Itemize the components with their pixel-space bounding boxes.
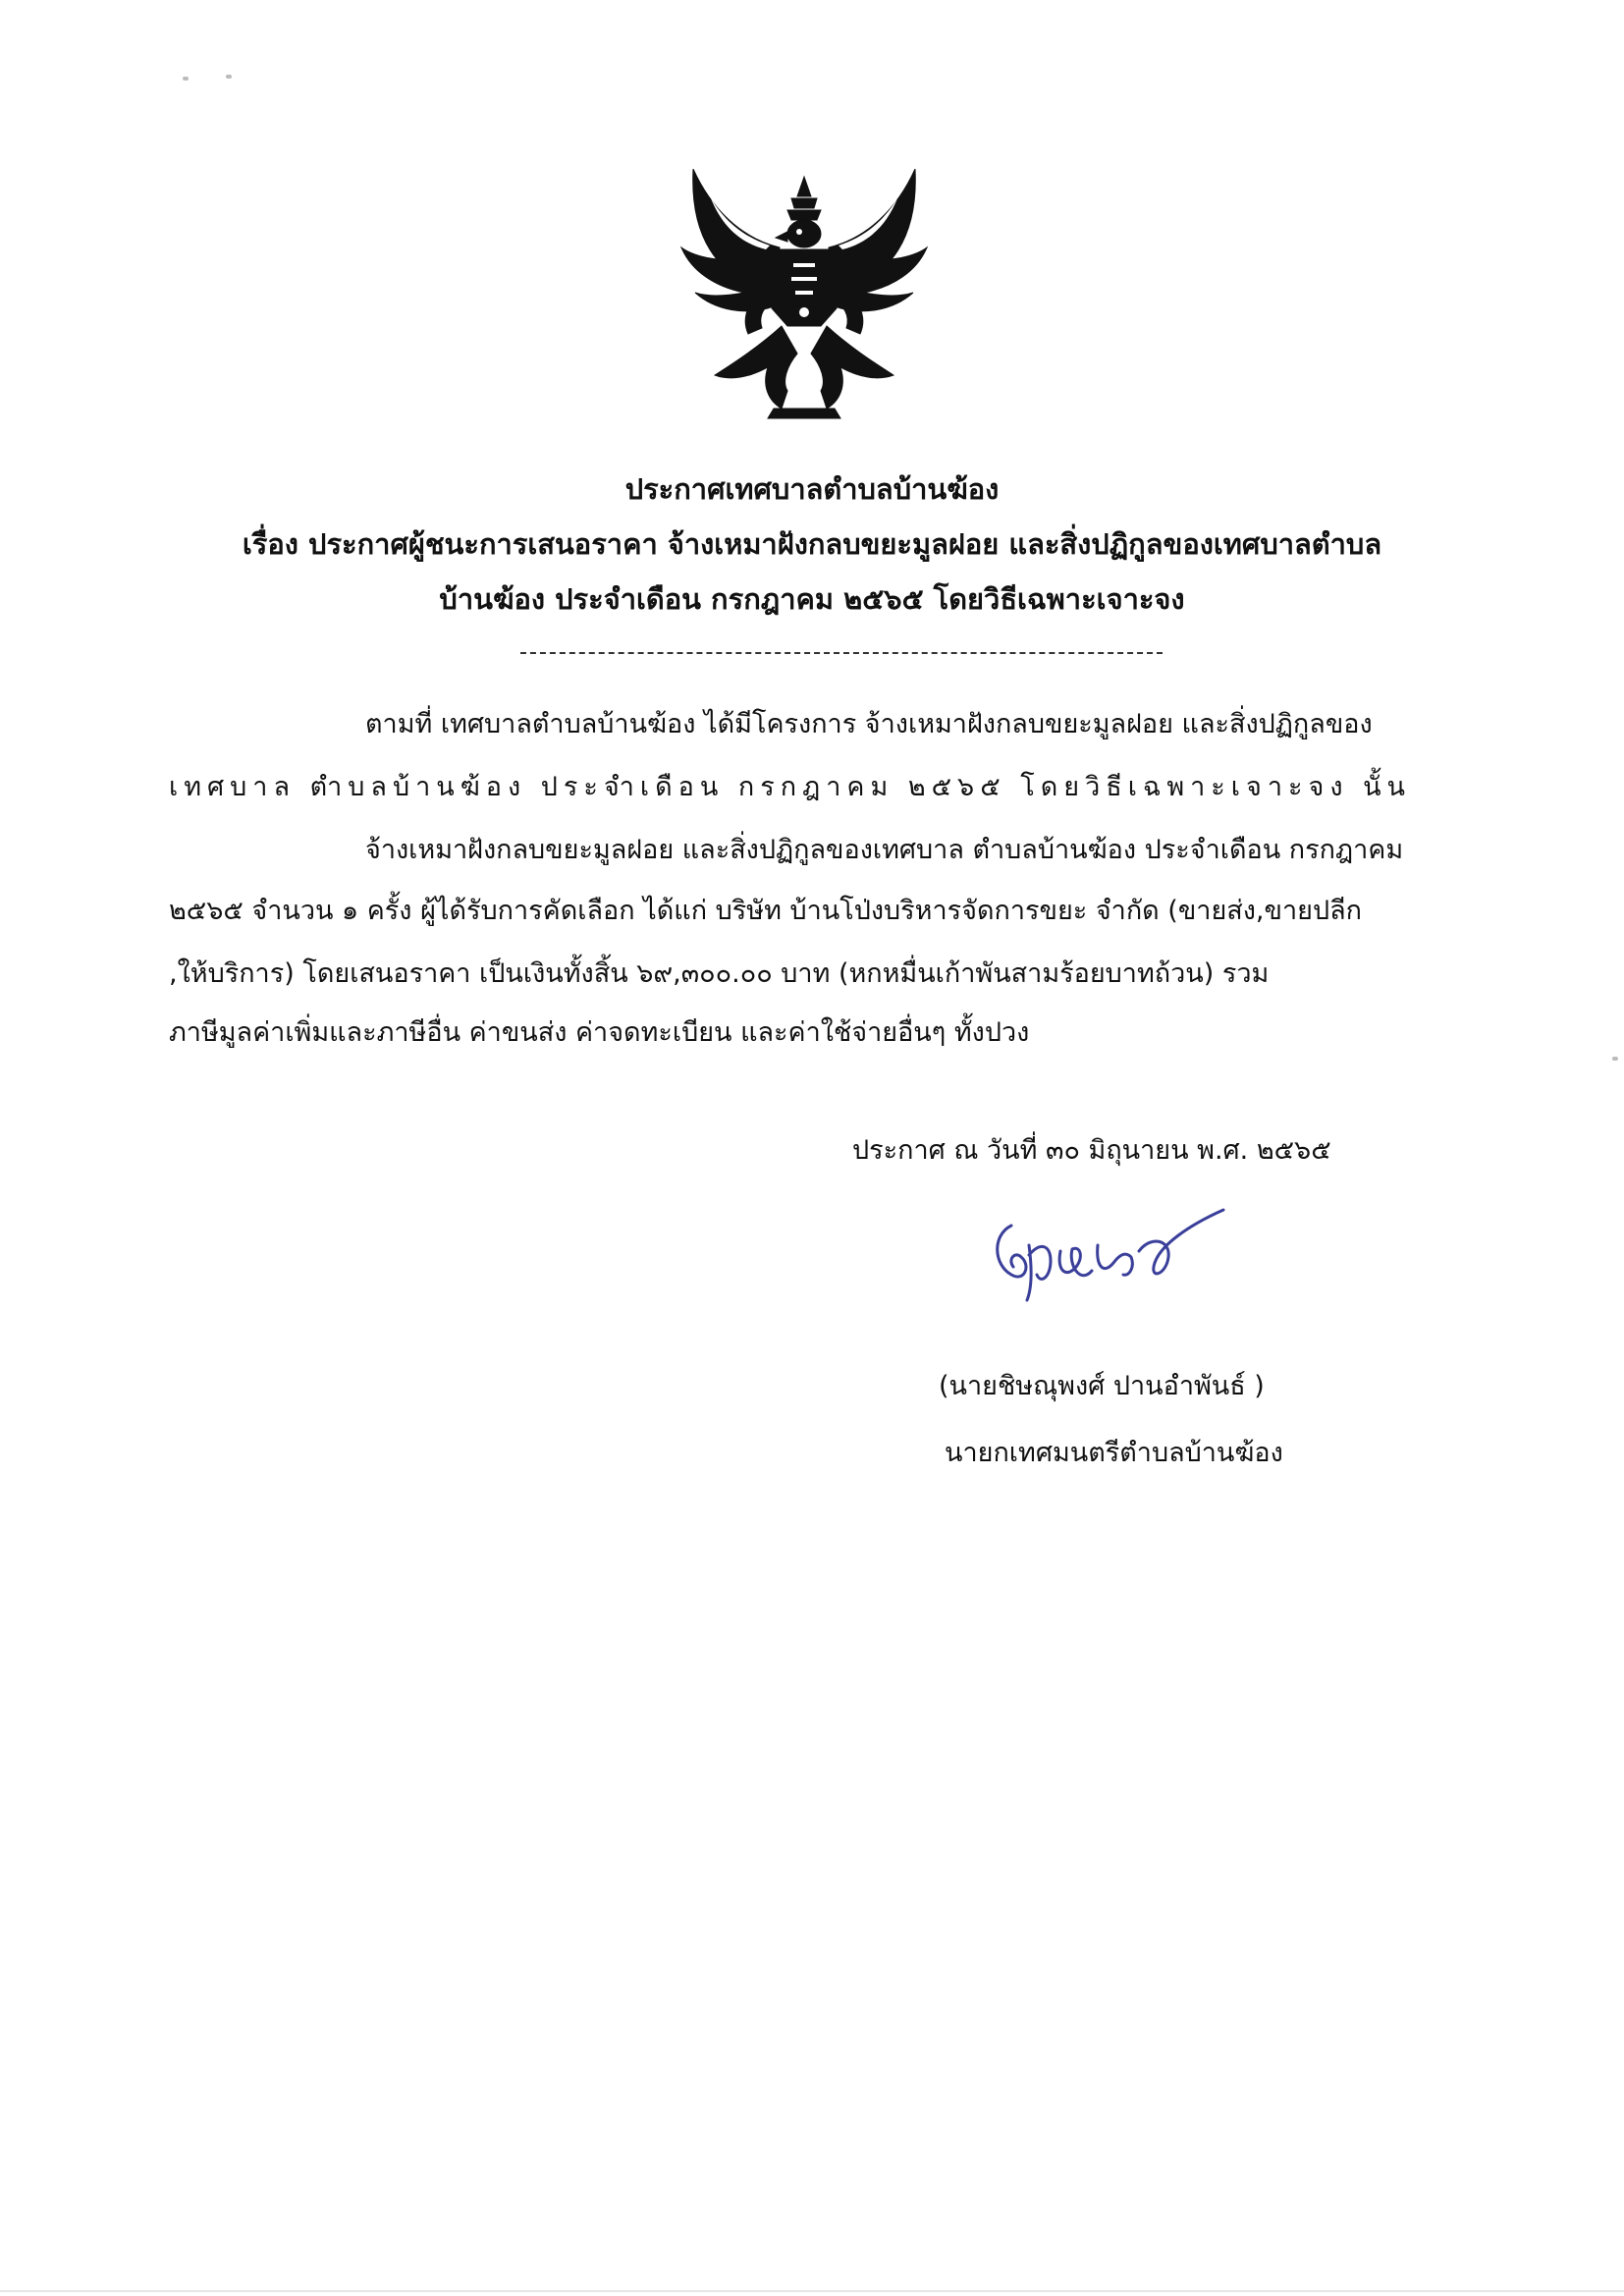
body-line-5: ,ให้บริการ) โดยเสนอราคา เป็นเงินทั้งสิ้น ๖๙,๓๐๐.๐๐ บาท (หกหมื่นเก้าพันสามร้อยบาทถ้วน) รวม bbox=[169, 958, 1270, 989]
document-subject-line-1: เรื่อง ประกาศผู้ชนะการเสนอราคา จ้างเหมาฝังกลบขยะมูลฝอย และสิ่งปฏิกูลของเทศบาลตำบล bbox=[242, 527, 1382, 561]
body-line-3: จ้างเหมาฝังกลบขยะมูลฝอย และสิ่งปฏิกูลของเทศบาล ตำบลบ้านฆ้อง ประจำเดือน กรกฎาคม bbox=[365, 835, 1404, 865]
document-title: ประกาศเทศบาลตำบลบ้านฆ้อง bbox=[624, 472, 1000, 506]
announcement-date: ประกาศ ณ วันที่ ๓๐ มิถุนายน พ.ศ. ๒๕๖๕ bbox=[852, 1135, 1331, 1166]
body-line-1: ตามที่ เทศบาลตำบลบ้านฆ้อง ได้มีโครงการ จ้างเหมาฝังกลบขยะมูลฝอย และสิ่งปฏิกูลของ bbox=[365, 709, 1373, 739]
scan-speck bbox=[1612, 1057, 1618, 1061]
scan-speck bbox=[226, 75, 232, 79]
scan-speck bbox=[183, 77, 189, 81]
garuda-emblem-icon bbox=[672, 169, 937, 424]
dashed-divider bbox=[520, 652, 1163, 654]
signer-title: นายกเทศมนตรีตำบลบ้านฆ้อง bbox=[945, 1438, 1283, 1468]
body-line-2: เทศบาล ตำบลบ้านฆ้อง ประจำเดือน กรกฎาคม ๒๕๖๕ โดยวิธีเฉพาะเจาะจง นั้น bbox=[169, 772, 1411, 802]
document-subject-line-2: บ้านฆ้อง ประจำเดือน กรกฎาคม ๒๕๖๕ โดยวิธีเฉพาะเจาะจง bbox=[439, 582, 1185, 616]
handwritten-signature-icon bbox=[982, 1206, 1237, 1314]
signer-name: (นายชิษณุพงศ์ ปานอำพันธ์ ) bbox=[939, 1371, 1265, 1401]
body-line-4: ๒๕๖๕ จำนวน ๑ ครั้ง ผู้ได้รับการคัดเลือก ได้แก่ บริษัท บ้านโป่งบริหารจัดการขยะ จำกัด (ขายส่ง,ขายปลีก bbox=[169, 896, 1362, 926]
scan-edge bbox=[0, 2290, 1624, 2292]
body-line-6: ภาษีมูลค่าเพิ่มและภาษีอื่น ค่าขนส่ง ค่าจดทะเบียน และค่าใช้จ่ายอื่นๆ ทั้งปวง bbox=[169, 1017, 1030, 1048]
